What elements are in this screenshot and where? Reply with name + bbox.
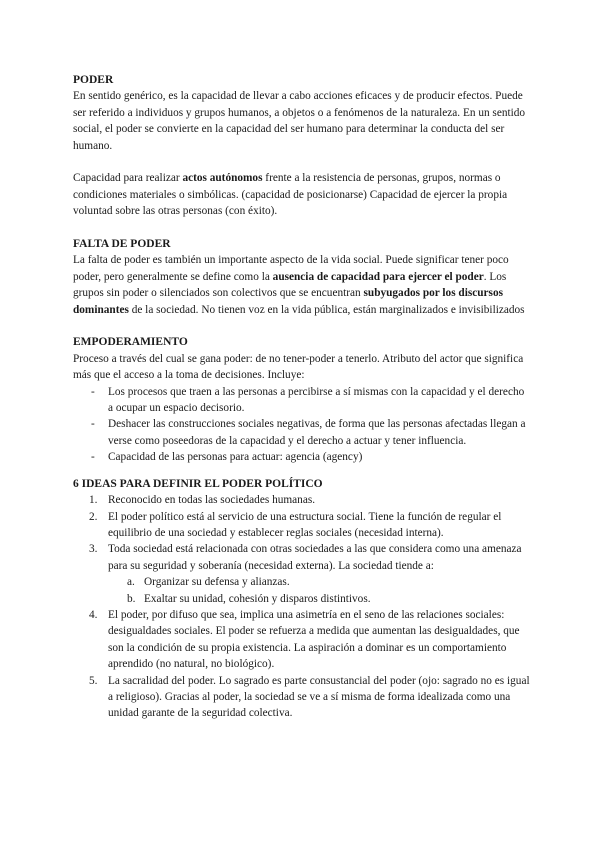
list-marker: 2.: [89, 510, 98, 523]
list-marker: 3.: [89, 543, 98, 556]
poder-paragraph-2: [73, 170, 531, 219]
poder-paragraph-1: En sentido genérico, es la capacidad de llevar a cabo acciones eficaces y de producir efectos. Puede ser referido a individuos y grupos humanos, a objetos o a fenómenos de la naturaleza. En un sentido social, el poder se convierte en la capacidad del ser humano para determinar la conducta del ser humano.: [73, 90, 526, 152]
sub-list-marker: b.: [127, 592, 136, 605]
document-body: [73, 72, 531, 722]
list-marker: 4.: [89, 608, 98, 621]
list-item: [73, 509, 531, 542]
list-item-text: Reconocido en todas las sociedades humanas.: [108, 494, 316, 507]
poder-p2-bold: actos autónomos: [182, 172, 263, 185]
empoderamiento-list: [73, 384, 531, 466]
list-item: [73, 607, 531, 673]
list-item: [73, 673, 531, 722]
sub-list: [108, 574, 531, 607]
list-item: - Capacidad de las personas para actuar: agencia (agency): [73, 449, 531, 465]
list-item-text: El poder político está al servicio de una estructura social. Tiene la función de regular el equilibrio de una sociedad y establecer reglas sociales (necesidad interna).: [108, 510, 502, 539]
list-item-text: La sacralidad del poder. Lo sagrado es parte consustancial del poder (ojo: sagrado no es igual a religioso). Gracias al poder, la sociedad se ve a sí misma de forma idealizada como una unidad garante de la seguridad colectiva.: [108, 674, 530, 720]
falta-text-1: La falta de poder es también un importante aspecto de la vida social. Puede significar tener poco poder, pero generalmente se define como la: [73, 254, 509, 283]
list-item: - Los procesos que traen a las personas a percibirse a sí mismas con la capacidad y el derecho a ocupar un espacio decisorio.: [73, 384, 531, 417]
list-item: [73, 492, 531, 508]
list-item: [73, 541, 531, 607]
list-marker: 1.: [89, 494, 98, 507]
heading-6-ideas: 6 IDEAS PARA DEFINIR EL PODER POLÍTICO: [73, 477, 323, 490]
poder-p2-text-a: Capacidad para realizar: [73, 172, 183, 185]
list-marker: 5.: [89, 674, 98, 687]
falta-text-3: de la sociedad. No tienen voz en la vida pública, están marginalizados e invisibilizados: [128, 303, 525, 316]
sub-list-item-text: Organizar su defensa y alianzas.: [144, 576, 290, 589]
empoderamiento-intro: Proceso a través del cual se gana poder: de no tener-poder a tenerlo. Atributo del actor que significa más que el acceso a la toma de decisiones. Incluye:: [73, 352, 524, 382]
falta-bold-1: ausencia de capacidad para ejercer el poder: [272, 270, 484, 283]
heading-falta-de-poder: FALTA DE PODER: [73, 238, 171, 251]
ideas-list: [73, 492, 531, 722]
sub-list-item: [73, 574, 531, 590]
falta-paragraph: [73, 252, 531, 318]
sub-list-item-text: Exaltar su unidad, cohesión y disparos distintivos.: [144, 592, 371, 605]
heading-poder: PODER: [73, 74, 114, 86]
list-item: - Deshacer las construcciones sociales negativas, de forma que las personas afectadas llegan a verse como poseedoras de la capacidad y el derecho a actuar y tener influencia.: [73, 416, 531, 449]
poder-p2-text-b: frente a la resistencia de personas, grupos, normas o condiciones materiales o simbólicas. (capacidad de posicionarse) Capacidad de ejercer la propia voluntad sobre las otras personas (con éxito).: [73, 172, 508, 218]
heading-empoderamiento: EMPODERAMIENTO: [73, 336, 188, 349]
list-item-text: El poder, por difuso que sea, implica una asimetría en el seno de las relaciones sociales: desigualdades sociales. El poder se refuerza a medida que aumentan las desigualdades, que son la condición de su propia existencia. La aspiración a dominar es un comportamiento aprendido (no natural, no biológico).: [108, 608, 520, 671]
list-item-text: Toda sociedad está relacionada con otras sociedades a las que considera como una amenaza para su seguridad y soberanía (necesidad externa). La sociedad tiende a:: [108, 543, 522, 572]
falta-bold-2: subyugados por los discursos dominantes: [73, 287, 504, 316]
sub-list-marker: a.: [127, 576, 135, 589]
sub-list-item: [73, 591, 531, 607]
falta-text-2: . Los grupos sin poder o silenciados son colectivos que se encuentran: [73, 270, 507, 300]
